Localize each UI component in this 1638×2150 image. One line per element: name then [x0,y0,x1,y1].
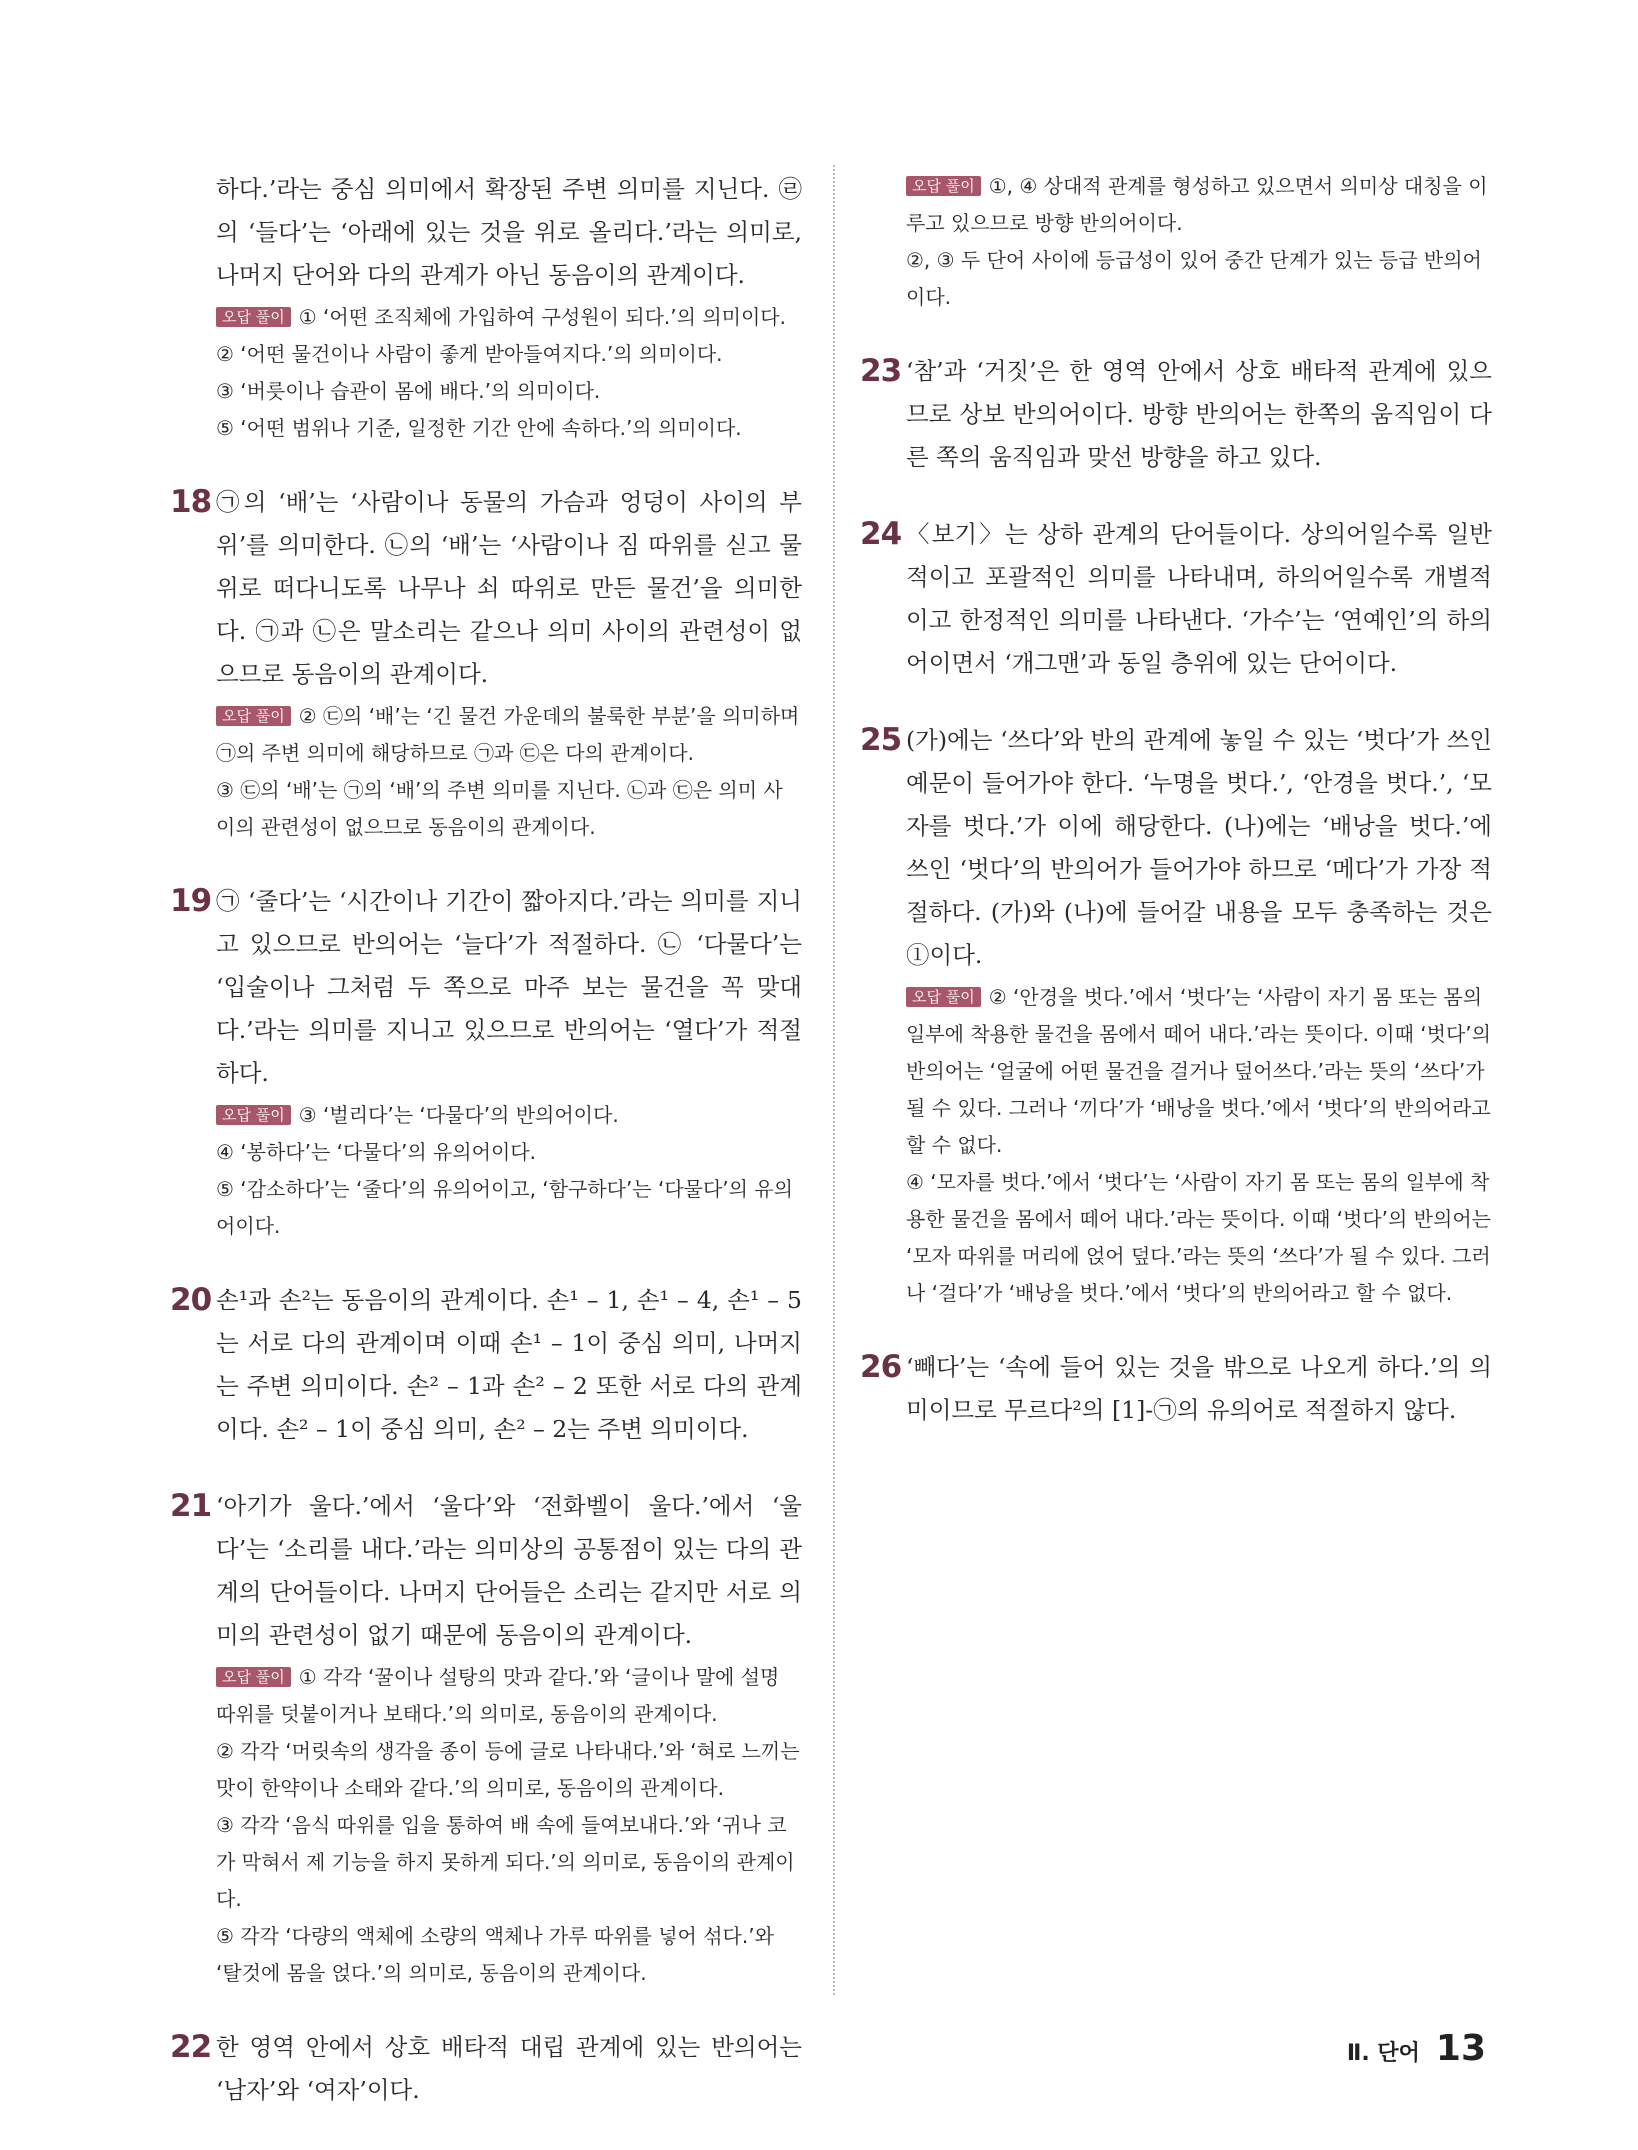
answer-note: ③ ‘버릇이나 습관이 몸에 배다.’의 의미이다. [216,379,601,403]
question-26 [862,1346,1492,1432]
answer-text: (가)에는 ‘쓰다’와 반의 관계에 놓일 수 있는 ‘벗다’가 쓰인 예문이 들어가야 한다. ‘누명을 벗다.’, ‘안경을 벗다.’, ‘모자를 벗다.’가 이에 해당한다. (나)에는 ‘배낭을 벗다.’에 쓰인 ‘벗다’의 반의어가 들어가야 하므로 ‘메다’가 가장 적절하다. (가)와 (나)에 들어갈 내용을 모두 충족하는 것은 ①이다. [906,726,1492,969]
answer-note: ⑤ 각각 ‘다량의 액체에 소량의 액체나 가루 따위를 넣어 섞다.’와 ‘탈것에 몸을 얹다.’의 의미로, 동음이의 관계이다. [216,1924,774,1985]
answer-note: 오답 풀이 ③ ‘벌리다’는 ‘다물다’의 반의어이다. [216,1097,802,1134]
wrong-answer-badge: 오답 풀이 [216,1105,291,1125]
answer-note: 오답 풀이 ② ‘안경을 벗다.’에서 ‘벗다’는 ‘사람이 자기 몸 또는 몸의 일부에 착용한 물건을 몸에서 떼어 내다.’라는 뜻이다. 이때 ‘벗다’의 반의어는 ‘얼굴에 어떤 물건을 걸거나 덮어쓰다.’라는 뜻의 ‘쓰다’가 될 수 있다. 그러나 ‘끼다’가 ‘배낭을 벗다.’에서 ‘벗다’의 반의어라고 할 수 없다. [906,985,1491,1157]
question-21 [172,1485,802,1992]
question-number: 21 [170,1488,212,1524]
answer-note: ② ‘어떤 물건이나 사람이 좋게 받아들여지다.’의 의미이다. [216,342,723,366]
answer-text: ㉠의 ‘배’는 ‘사람이나 동물의 가슴과 엉덩이 사이의 부위’를 의미한다. ㉡의 ‘배’는 ‘사람이나 짐 따위를 싣고 물 위로 떠다니도록 나무나 쇠 따위로 만든 물건’을 의미한다. ㉠과 ㉡은 말소리는 같으나 의미 사이의 관련성이 없으므로 동음이의 관계이다. [216,488,802,688]
question-25 [862,719,1492,1312]
answer-text: 손¹과 손²는 동음이의 관계이다. 손¹ – 1, 손¹ – 4, 손¹ – 5는 서로 다의 관계이며 이때 손¹ – 1이 중심 의미, 나머지는 주변 의미이다. 손² – 1과 손² – 2 또한 서로 다의 관계이다. 손² – 1이 중심 의미, 손² – 2는 주변 의미이다. [216,1286,802,1443]
section-label: Ⅱ. 단어 [1346,2041,1420,2066]
intro-text: 하다.’라는 중심 의미에서 확장된 주변 의미를 지닌다. ㉣의 ‘들다’는 ‘아래에 있는 것을 위로 올리다.’라는 의미로, 나머지 단어와 다의 관계가 아닌 동음이의 관계이다. [216,175,802,289]
answer-note: ③ 각각 ‘음식 따위를 입을 통하여 배 속에 들여보내다.’와 ‘귀나 코가 막혀서 제 기능을 하지 못하게 되다.’의 의미로, 동음이의 관계이다. [216,1813,795,1911]
question-number: 20 [170,1282,212,1318]
question-24 [862,513,1492,685]
answer-note: ②, ③ 두 단어 사이에 등급성이 있어 중간 단계가 있는 등급 반의어이다. [906,248,1482,309]
answer-text: ㉠ ‘줄다’는 ‘시간이나 기간이 짧아지다.’라는 의미를 지니고 있으므로 반의어는 ‘늘다’가 적절하다. ㉡ ‘다물다’는 ‘입술이나 그처럼 두 쪽으로 마주 보는 물건을 꼭 맞대다.’라는 의미를 지니고 있으므로 반의어는 ‘열다’가 적절하다. [216,887,802,1087]
wrong-answer-badge: 오답 풀이 [906,987,981,1007]
question-number: 23 [860,353,902,389]
answer-text: ‘빼다’는 ‘속에 들어 있는 것을 밖으로 나오게 하다.’의 의미이므로 무르다²의 [1]-㉠의 유의어로 적절하지 않다. [906,1353,1492,1424]
question-23 [862,350,1492,479]
column-divider [833,165,835,1995]
question-number: 24 [860,516,902,552]
answer-text: 〈보기〉는 상하 관계의 단어들이다. 상의어일수록 일반적이고 포괄적인 의미를 나타내며, 하의어일수록 개별적이고 한정적인 의미를 나타낸다. ‘가수’는 ‘연예인’의 하의어이면서 ‘개그맨’과 동일 층위에 있는 단어이다. [906,520,1492,677]
answer-text: ‘아기가 울다.’에서 ‘울다’와 ‘전화벨이 울다.’에서 ‘울다’는 ‘소리를 내다.’라는 의미상의 공통점이 있는 다의 관계의 단어들이다. 나머지 단어들은 소리는 같지만 서로 의미의 관련성이 없기 때문에 동음이의 관계이다. [216,1492,802,1649]
question-number: 18 [170,484,212,520]
answer-text: 한 영역 안에서 상호 배타적 대립 관계에 있는 반의어는 ‘남자’와 ‘여자’이다. [216,2033,802,2104]
answer-note: ④ ‘모자를 벗다.’에서 ‘벗다’는 ‘사람이 자기 몸 또는 몸의 일부에 착용한 물건을 몸에서 떼어 내다.’라는 뜻이다. 이때 ‘벗다’의 반의어는 ‘모자 따위를 머리에 얹어 덮다.’라는 뜻의 ‘쓰다’가 될 수 있다. 그러나 ‘걸다’가 ‘배낭을 벗다.’에서 ‘벗다’의 반의어라고 할 수 없다. [906,1170,1491,1305]
answer-note: ⑤ ‘어떤 범위나 기준, 일정한 기간 안에 속하다.’의 의미이다. [216,416,742,440]
answer-note: 오답 풀이 ② ㉢의 ‘배’는 ‘긴 물건 가운데의 불룩한 부분’을 의미하며 ㉠의 주변 의미에 해당하므로 ㉠과 ㉢은 다의 관계이다. [216,704,800,765]
wrong-answer-badge: 오답 풀이 [216,1667,291,1687]
answer-note: ⑤ ‘감소하다’는 ‘줄다’의 유의어이고, ‘함구하다’는 ‘다물다’의 유의어이다. [216,1177,793,1238]
right-column [862,168,1492,1432]
wrong-answer-badge: 오답 풀이 [216,307,291,327]
answer-note: ③ ㉢의 ‘배’는 ㉠의 ‘배’의 주변 의미를 지닌다. ㉡과 ㉢은 의미 사이의 관련성이 없으므로 동음이의 관계이다. [216,778,783,839]
left-column [172,168,802,2112]
question-number: 22 [170,2029,212,2065]
answer-note: ④ ‘봉하다’는 ‘다물다’의 유의어이다. [216,1140,536,1164]
question-number: 25 [860,722,902,758]
answer-note: 오답 풀이 ① ‘어떤 조직체에 가입하여 구성원이 되다.’의 의미이다. [216,299,802,336]
question-18 [172,481,802,846]
wrong-answer-badge: 오답 풀이 [906,176,981,196]
page-number: 13 [1435,2028,1486,2069]
answer-note: ② 각각 ‘머릿속의 생각을 종이 등에 글로 나타내다.’와 ‘혀로 느끼는 맛이 한약이나 소태와 같다.’의 의미로, 동음이의 관계이다. [216,1739,800,1800]
question-20 [172,1279,802,1451]
wrong-answer-badge: 오답 풀이 [216,706,291,726]
question-number: 26 [860,1349,902,1385]
question-19 [172,880,802,1245]
question-number: 19 [170,883,212,919]
intro-block [862,168,1492,316]
answer-text: ‘참’과 ‘거짓’은 한 영역 안에서 상호 배타적 관계에 있으므로 상보 반의어이다. 방향 반의어는 한쪽의 움직임이 다른 쪽의 움직임과 맞선 방향을 하고 있다. [906,357,1492,471]
answer-note: 오답 풀이 ①, ④ 상대적 관계를 형성하고 있으면서 의미상 대칭을 이루고 있으므로 방향 반의어이다. [906,174,1488,235]
question-22 [172,2026,802,2112]
page-footer [1347,2028,1486,2068]
answer-note: 오답 풀이 ① 각각 ‘꿀이나 설탕의 맛과 같다.’와 ‘글이나 말에 설명 따위를 덧붙이거나 보태다.’의 의미로, 동음이의 관계이다. [216,1665,780,1726]
intro-block [172,168,802,447]
